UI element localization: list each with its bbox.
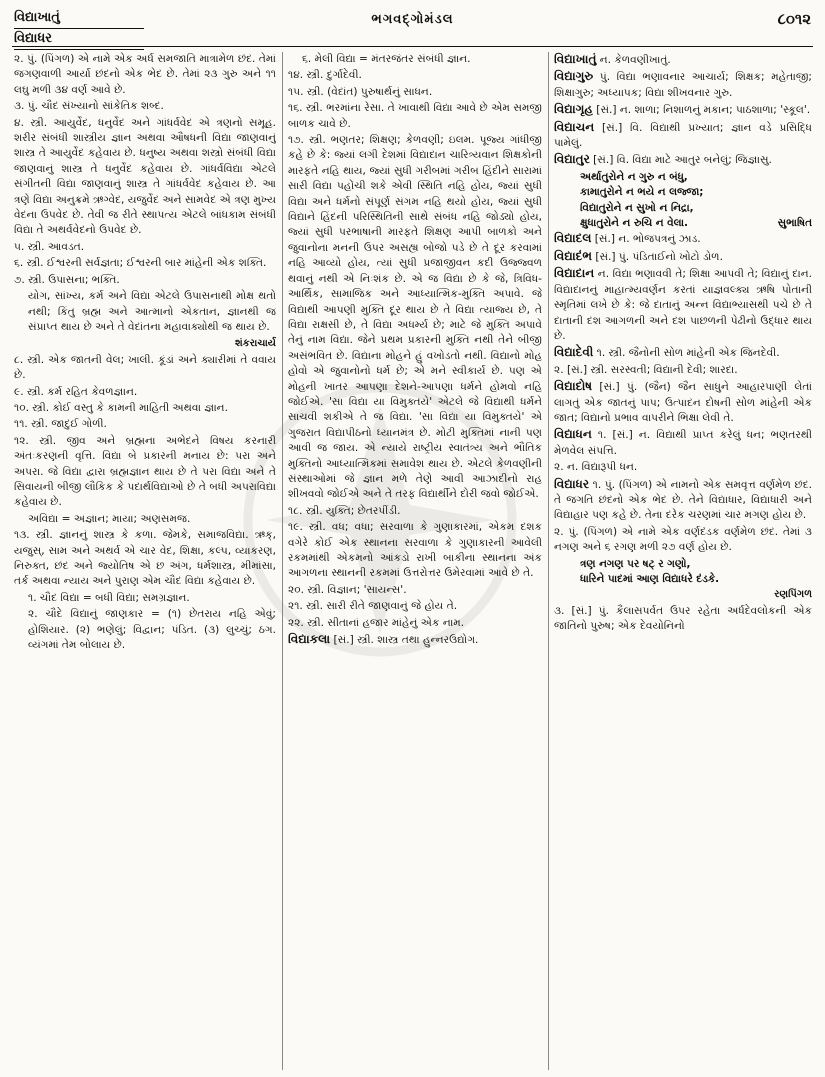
definition-text: ૩. [સં.] પું. કૈલાસપર્વત ઉપર રહેતા અર્ધદેવલોકની એક જાતિનો પુરુષ; એક દેવયોનિનો	[554, 604, 812, 633]
guide-word-first: વિદ્યાખાતું	[14, 8, 144, 29]
verse-line	[554, 185, 812, 199]
definition-text: ૧૪. સ્ત્રી. દુર્ગાદેવી.	[288, 69, 362, 82]
citation-source	[14, 336, 276, 351]
entry-sense	[14, 52, 276, 98]
definition-text: [સં.] ન. શાળા; નિશાળનું મકાન; પાઠશાળા; 'સ્કૂલ'.	[592, 104, 811, 117]
verse-line	[554, 572, 812, 586]
entry-sense	[554, 363, 812, 378]
column-middle	[288, 52, 542, 1070]
definition-text: ૧. ચૌદ વિદ્યા = બધી વિદ્યા; સમગ્રજ્ઞાન.	[28, 591, 190, 604]
definition-text: ૮. સ્ત્રી. એક જાતની વેલ; ખાલી. કૂંડાં અને ક્યારીમાં તે વવાય છે.	[14, 353, 276, 382]
entry-sense	[14, 591, 276, 606]
definition-text: ૨. પું. (પિંગળ) એ નામે એક અર્ધ સમજાતિ માત્રામેળ છંદ. તેમાં જગણવાળી આર્યા છંદનો એક ભેદ છે. તેમાં ૨૩ ગુરુ અને ૧૧ લઘુ મળી ૩૪ વર્ણ આવે છે.	[14, 53, 276, 96]
dictionary-entry	[554, 477, 812, 524]
definition-text: ૧૭. સ્ત્રી. ભણતર; શિક્ષણ; કેળવણી; ઇલમ. પૂજ્ય ગાંધીજી કહે છે કે: જ્યાં લગી દેશમાં વિદ્યાદાન ચારિત્ર્યવાન શિક્ષકોની મારફતે નહિ થાય, જ્યાં સુધી ગરીબમાં ગરીબ હિંદીને સારામાં સારી વિદ્યા પહોંચી શકે એવી સ્થિતિ નહિ હોય, જ્યાં સુધી વિદ્યા અને ધર્મનો સંપૂર્ણ સંગમ નહિ થયો હોય, જ્યાં સુધી વિદ્યાને હિંદની પરિસ્થિતિની સાથે સંબંધ નહિ જોડ્યો હોય, જ્યાં સુધી પરભાષાની મારફતે શિક્ષણ આપી બાળકો અને જુવાનોના મનની ઉપર અસહ્ય બોજો પડે છે તે દૂર કરવામાં નહિ આવ્યો હોય, ત્યાં સુધી પ્રજાજીવન કદી ઉજ્જ્વળ થવાનું નથી એ નિઃશંક છે. એ જ વિદ્યા છે કે જે, ત્રિવિધ-આર્થિક, સામાજિક અને આધ્યાત્મિક-મુક્તિ અપાવે. જે વિદ્યાથી આપણી મુક્તિ દૂર થાય છે તે વિદ્યા ત્યાજ્ય છે, તે વિદ્યા રાક્ષસી છે, તે વિદ્યા અધર્મ્ય છે; માટે જે મુક્તિ અપાવે તેનું નામ વિદ્યા. જેને પ્રથમ પ્રકારની મુક્તિ નથી તેને બીજી અસંભવિત છે. વિદ્યાના મોહને હું વખોડતો નથી. વિદ્યાનો મોહ હોવો એ જુવાનોનો ધર્મ છે; એ મને સ્વીકાર્ય છે. પણ એ મોહની ખાતર આપણા દેશને-આપણા ધર્મને હોમવો નહિ જોઈએ. 'સા વિદ્યા યા વિમુક્તયે' એટલે જે વિદ્યાથી ધર્મને સાચવી શકીએ તે જ વિદ્યા. 'સા વિદ્યા યા વિમુક્તયે' એ ગુજરાત વિદ્યાપીઠનો ધ્યાનમંત્ર છે. મોટી મુક્તિમાં નાની પણ આવી જ જાય. એ ન્યાયે રાષ્ટ્રીય સ્વાતંત્ર્ય અને ભૌતિક મુક્તિનો આધ્યાત્મિકમાં સમાવેશ થાય છે. એટલે કેળવણીની સંસ્થાઓમાં જે જ્ઞાન મળે તેણે આવી આઝાદીનો રાહ શીખવવો જોઈએ અને તે તરફ વિદ્યાર્થીને દોરી જવો જોઈએ.	[288, 134, 542, 501]
definition-text: ૧૦. સ્ત્રી. કોઈ વસ્તુ કે કામની માહિતી અથવા જ્ઞાન.	[14, 401, 228, 414]
verse-line	[554, 170, 812, 184]
definition-text: ૨૨. સ્ત્રી. સીતાનાં હજાર માંહેનું એક નામ.	[288, 616, 465, 629]
headword: વિદ્યાતુર	[554, 152, 590, 167]
definition-text: ૧૨. સ્ત્રી. જીવ અને બ્રહ્મના અભેદને વિષય કરનારી અંતઃકરણની વૃત્તિ. વિદ્યા બે પ્રકારની મનાય છે: પરા અને અપરા. જે વિદ્યા દ્વારા બ્રહ્મજ્ઞાન થાય છે તે પરા વિદ્યા અને તે સિવાયની બીજી લૌકિક કે પદાર્થવિદ્યાઓ છે તે બધી અપરાવિદ્યા કહેવાય છે.	[14, 434, 276, 509]
verse-text: ધારિને પાદમાં આણ વિદ્યાધરે દંડકે.	[580, 573, 720, 585]
entry-sense	[14, 353, 276, 384]
entry-sense	[288, 85, 542, 100]
headword: વિદ્યાધન	[554, 427, 592, 442]
entry-sense	[14, 607, 276, 653]
definition-text: ૨. ન. વિદ્યારૂપી ધન.	[554, 461, 638, 474]
entry-sense	[288, 68, 542, 83]
definition-text: ૨. ચૌદે વિદ્યાનું જાણકાર = (૧) છેતરાય નહિ એવું; હોશિયાર. (૨) ભણેલું; વિદ્વાન; પંડિત. (૩) લુચ્ચું; ઠગ. વ્યંગમાં તેમ બોલાય છે.	[28, 608, 276, 652]
dictionary-entry	[554, 345, 812, 361]
definition-text: ૪. સ્ત્રી. આયુર્વેદ, ધનુર્વેદ અને ગાંધર્વવેદ એ ત્રણનો સમૂહ. શરીર સંબંધી શાસ્ત્રીય જ્ઞાન અથવા ઔષધની વિદ્યા જાણવાનું શાસ્ત્ર તે આયુર્વેદ કહેવાય છે. ધનુષ્ય અથવા શસ્ત્રો સંબંધી વિદ્યા જાણવાનું શાસ્ત્ર તે ધનુર્વેદ કહેવાય છે. ગાંધર્વવિદ્યા એટલે સંગીતની વિદ્યા જાણવાનું શાસ્ત્ર તે ગાંધર્વવેદ કહેવાય છે. આ ત્રણે વિદ્યા અનુક્રમે ઋગ્વેદ, યજુર્વેદ અને સામવેદ એ ત્રણ મુખ્ય વેદના ઉપવેદ છે. તેવી જ રીતે સ્થાપત્ય એટલે બાંધકામ સંબંધી વિદ્યા તે અથર્વવેદનો ઉપવેદ છે.	[14, 116, 276, 237]
entry-sense	[288, 504, 542, 519]
definition-text: [સં.] સ્ત્રી. શાસ્ત્ર તથા હુન્નરઉદ્યોગ.	[330, 634, 479, 647]
definition-text: ૩. પું. ચૌદ સંખ્યાનો સાંકેતિક શબ્દ.	[14, 100, 164, 113]
headword: વિદ્યાદાન	[554, 266, 595, 281]
headword: વિદ્યાદોષ	[554, 379, 593, 394]
entry-sense	[14, 240, 276, 255]
entry-sense	[288, 101, 542, 132]
definition-text: ૧૯. સ્ત્રી. વધ; વધા; સરવાળા કે ગુણાકારમાં, એકમ દશક વગેરે કોઈ એક સ્થાનના સરવાળા કે ગુણાકારની આવેલી રકમમાંથી એકમનો આંકડો રાખી બાકીના સ્થાનના અંક આગળના સ્થાનની રકમમાં ઉત્તરોત્તર ઉમેરવામાં આવે છે તે.	[288, 521, 542, 580]
definition-text: ૧. [સં.] ન. વિદ્યાથી પ્રાપ્ત કરેલું ધન; ભણતરથી મેળવેલ સંપત્તિ.	[554, 429, 812, 457]
entry-sense	[14, 512, 276, 527]
entry-sense	[288, 599, 542, 614]
dictionary-entry	[554, 427, 812, 459]
definition-text: રણપિંગળ	[774, 589, 812, 601]
citation-source	[554, 587, 812, 602]
definition-text: ૯. સ્ત્રી. કર્મ રહિત કેવળજ્ઞાન.	[14, 385, 138, 398]
entry-sense	[14, 256, 276, 271]
definition-text: ૧. પું. (પિંગળ) એ નામનો એક સમવૃત્ત વર્ણમેળ છંદ. તે જગતિ છંદનો એક ભેદ છે. તેને વિદ્યાધાર, વિદ્યાધારી અને વિદ્યાહાર પણ કહે છે. તેના દરેક ચરણમાં ચાર મગણ હોય છે.	[554, 478, 812, 522]
definition-text: [સં.] ન. ભોજપત્રનું ઝાડ.	[591, 233, 701, 246]
verse-text: ક્ષુધાતુરોને ન રુચિ ન વેલા.	[580, 217, 688, 230]
definition-text: ૧૩. સ્ત્રી. જ્ઞાનનું શાસ્ત્ર કે કળા. જેમકે, સમાજવિદ્યા. ઋક્, યજુસ્, સામ અને અથર્વ એ ચાર વેદ, શિક્ષા, કલ્પ, વ્યાકરણ, નિરુક્ત, છંદ અને જ્યોતિષ એ છ અંગ, ધર્મશાસ્ત્ર, મીમાંસા, તર્ક અથવા ન્યાય અને પુરાણ એમ ચૌદ વિદ્યા કહેવાય છે.	[14, 529, 276, 588]
verse-line	[554, 201, 812, 215]
entry-sense	[14, 99, 276, 114]
column-right	[554, 52, 812, 1070]
definition-text: ૫. સ્ત્રી. આવડત.	[14, 240, 85, 253]
entry-sense	[288, 133, 542, 503]
dictionary-entry	[554, 120, 812, 152]
dictionary-entry	[554, 102, 812, 118]
dictionary-entry	[554, 231, 812, 247]
headword: વિદ્યાગુરુ	[554, 69, 594, 84]
headword: વિદ્યાખાતું	[554, 52, 597, 66]
entry-sense	[288, 52, 542, 67]
definition-text: ૨૧. સ્ત્રી. સારી રીતે જાણવાનું જે હોય તે.	[288, 600, 458, 613]
definition-text: ૬. મેલી વિદ્યા = મંતરજંતર સંબંધી જ્ઞાન.	[302, 53, 471, 65]
definition-text: ૬. સ્ત્રી. ઈશ્વરની સર્વજ્ઞતા; ઈશ્વરની બાર માંહેની એક શક્તિ.	[14, 257, 267, 270]
entry-sense	[288, 583, 542, 598]
entry-sense	[14, 401, 276, 416]
entry-sense	[14, 385, 276, 400]
entry-sense	[14, 289, 276, 335]
entry-sense	[554, 460, 812, 475]
definition-text: [સં.] વિ. વિદ્યા માટે આતુર બનેલું; જિજ્ઞાસુ.	[589, 154, 772, 167]
definition-text: અવિદ્યા = અજ્ઞાન; માયા; અણસમજ.	[28, 512, 191, 525]
verse-text: વિદ્યાતુરોને ન સુખો ન નિદ્રા,	[580, 201, 694, 214]
verse-text: કામાતુરોને ન ભયે ન લજ્જા;	[580, 186, 704, 199]
definition-text: ૧૬. સ્ત્રી. ભરમાંના રેસા. તે ખાવાથી વિદ્યા આવે છે એમ સમજી બાળક ચાવે છે.	[288, 102, 542, 130]
headword: વિદ્યાકલા	[288, 632, 331, 647]
header-rule	[12, 46, 813, 47]
headword: વિદ્યાદેવી	[554, 345, 594, 360]
column-left	[14, 52, 276, 1070]
entry-sense	[554, 525, 812, 556]
column-divider	[548, 52, 549, 1070]
guide-word-last: વિદ્યાધર	[14, 29, 144, 50]
entry-sense	[554, 604, 812, 635]
page-number: ૮૦૧૨	[777, 10, 811, 28]
verse-text: ત્રણ નગણ પર ષટ્ ર ગણો,	[580, 557, 691, 570]
definition-text: ૭. સ્ત્રી. ઉપાસના; ભક્તિ.	[14, 273, 120, 286]
definition-text: [સં.] પું. (જૈન) જૈન સાધુને આહારપાણી લેતાં લાગતું એક જાતનું પાપ; ઉત્પાદન દોષની સોળ માંહેની એક જાત; વિદ્યાનો પ્રભાવ વાપરીને ભિક્ષા લેવી તે.	[554, 381, 812, 424]
definition-text: ૧૫. સ્ત્રી. (વેદાંત) પુરુષાર્થનું સાધન.	[288, 85, 433, 98]
definition-text: પું. વિદ્યા ભણાવનાર આચાર્ય; શિક્ષક; મહેતાજી; શિક્ષાગુરુ; અધ્યાપક; વિદ્યા શીખવનાર ગુરુ.	[554, 71, 812, 99]
definition-text: ૨. પું. (પિંગળ) એ નામે એક વર્ણદંડક વર્ણમેળ છંદ. તેમાં ૩ નગણ અને ૬ રગણ મળી ૨૭ વર્ણ હોય છે.	[554, 525, 812, 554]
dictionary-entry	[554, 249, 812, 265]
headword: વિદ્યાદલ	[554, 231, 592, 246]
dictionary-entry	[554, 379, 812, 426]
verse-line	[554, 216, 812, 230]
entry-sense	[14, 434, 276, 511]
citation-source: સુભાષિત	[777, 217, 812, 230]
definition-text: ન. વિદ્યા ભણાવવી તે; શિક્ષા આપવી તે; વિદ્યાનું દાન. વિદ્યાદાનનું માહાત્મ્યવર્ણન કરતાં યાજ્ઞવલ્ક્ય ઋષિ પોતાની સ્મૃતિમાં લખે છે કે: જે દાતાનું અન્ન વિદ્યાભ્યાસથી પચે છે તે દાતાની દશ આગળની અને દશ પાછળની પેઢીનો ઉદ્ધાર થાય છે.	[554, 268, 812, 342]
definition-text: શંકરાચાર્ય	[234, 338, 276, 350]
definition-text: યોગ, સાંખ્ય, કર્મ અને વિદ્યા એટલે ઉપાસનાથી મોક્ષ થતો નથી; કિંતુ બ્રહ્મ અને આત્માનો એકતાન, જ્ઞાનથી જ સંપ્રાપ્ત થાય છે અને તે વેદાંતના મહાવાક્યોથી જ થાય છે.	[28, 290, 276, 333]
dictionary-entry	[554, 69, 812, 101]
headword: વિદ્યાદંભ	[554, 248, 592, 263]
entry-sense	[14, 417, 276, 432]
dictionary-entry	[288, 632, 542, 648]
definition-text: ૧. સ્ત્રી. જૈનોની સોળ માંહેની એક જિનદેવી.	[593, 347, 780, 360]
dictionary-entry	[554, 266, 812, 344]
definition-text: [સં.] વિ. વિદ્યાથી પ્રખ્યાત; જ્ઞાન વડે પ્રસિદ્ધિ પામેલું.	[554, 121, 812, 150]
definition-text: ૧૧. સ્ત્રી. જાદુઈ ગોળી.	[14, 418, 107, 431]
entry-sense	[288, 616, 542, 631]
definition-text: ન. કેળવણીખાતું.	[596, 54, 671, 66]
definition-text: ૧૮. સ્ત્રી. યુક્તિ; છેતરપીંડી.	[288, 504, 401, 517]
verse-text: અર્થાતુરોને ન ગુરુ ન બંધુ,	[580, 170, 688, 183]
entry-sense	[14, 116, 276, 239]
headword: વિદ્યાધર	[554, 476, 590, 491]
dictionary-entry	[554, 152, 812, 168]
entry-sense	[14, 273, 276, 288]
definition-text: ૨૦. સ્ત્રી. વિજ્ઞાન; 'સાયન્સ'.	[288, 583, 407, 596]
definition-text: ૨. [સં.] સ્ત્રી. સરસ્વતી; વિદ્યાની દેવી; શારદા.	[554, 363, 738, 376]
entry-sense	[288, 520, 542, 582]
verse-line	[554, 557, 812, 571]
definition-text: [સં.] પું. પંડિતાઈનો ખોટો ડોળ.	[591, 250, 723, 263]
entry-sense	[14, 528, 276, 590]
book-title: ભગવદ્ગોમંડલ	[371, 12, 454, 27]
dictionary-entry	[554, 52, 812, 68]
headword: વિદ્યાગૃહ	[554, 102, 593, 117]
column-divider	[282, 52, 283, 1070]
headword: વિદ્યાચન	[554, 119, 595, 134]
